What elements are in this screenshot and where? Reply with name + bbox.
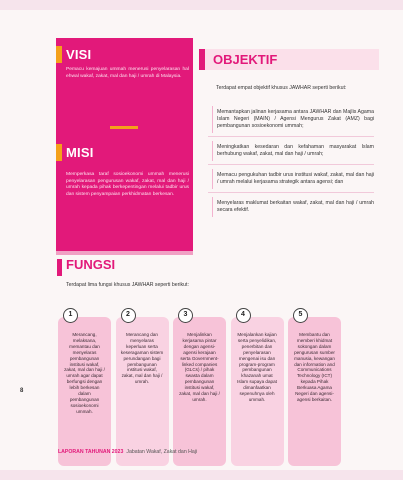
fungsi-card-text: Menjalinkan kerjasama pintar dengan agensi-agensi kerajaan serta Government-linked companies (GLCs) / pihak swasta dalam pembangunan institusi wakaf, zakat, mal dan haji / umrah.: [179, 332, 220, 402]
fungsi-card: [288, 308, 341, 466]
fungsi-card-number: 1: [63, 308, 78, 323]
objektif-item: Memantapkan jalinan kerjasama antara JAWHAR dan Majlis Agama Islam Negeri (MAIN) / Agensi Mengurus Zakat (AMZ) bagi pembangunan sosioekonomi ummah;: [212, 106, 374, 133]
objektif-item: Memacu pengukuhan tadbir urus institusi wakaf, zakat, mal dan haji / umrah melalui kerjasama strategik antara agensi; dan: [212, 169, 374, 189]
fungsi-title: FUNGSI: [66, 257, 116, 272]
visi-misi-panel: [56, 38, 193, 251]
objektif-item: Meningkatkan kesedaran dan kefahaman masyarakat Islam berhubung wakaf, zakat, mal dan haji / umrah;: [212, 141, 374, 161]
objektif-heading: [199, 49, 379, 70]
fungsi-intro: Terdapat lima fungsi khusus JAWHAR seperti berikut:: [66, 282, 189, 288]
visi-title: VISI: [66, 47, 92, 62]
objektif-item: Menyelaras maklumat berkaitan wakaf, zakat, mal dan haji / umrah secara efektif.: [212, 197, 374, 217]
objektif-list: [212, 106, 374, 217]
page-footer: [58, 449, 197, 455]
objektif-intro: Terdapat empat objektif khusus JAWHAR seperti berikut:: [216, 85, 347, 91]
fungsi-card-text: Membantu dan memberi khidmat sokongan dalam pengurusan sumber manusia, kewangan dan information and Communications Technology (ICT) kepada Pihak Berkuasa Agama Negeri dan agensi-agensi berkaitan.: [294, 332, 335, 402]
fungsi-card-number: 3: [178, 308, 193, 323]
visi-heading-tab: [56, 46, 62, 63]
fungsi-card-text: Merancang dan menyelaras keperluan serta keseragaman sistem perundangan bagi pembangunan institusi wakaf, zakat, mal dan haji / umrah.: [120, 332, 164, 385]
fungsi-card: [58, 308, 111, 466]
objektif-separator: [208, 136, 374, 137]
objektif-separator: [208, 192, 374, 193]
visi-text: Pemacu kemajuan ummah menerusi penyelarasan hal ehwal wakaf, zakat, mal dan haji / umrah di Malaysia.: [66, 67, 189, 79]
objektif-separator: [208, 164, 374, 165]
fungsi-card: [116, 308, 169, 466]
fungsi-card-number: 2: [121, 308, 136, 323]
fungsi-card-number: 5: [293, 308, 308, 323]
misi-heading-tab: [56, 144, 62, 161]
visi-divider: [110, 126, 138, 129]
misi-text: Memperkasa taraf sosioekonomi ummah menerusi penyelarasan pengurusan wakaf, zakat, mal dan haji / umrah kepada pihak berkepentingan melalui tadbir urus dan sistem penyampaian perkhidmatan berkesan.: [66, 172, 189, 197]
fungsi-cards: [58, 308, 341, 466]
objektif-title: OBJEKTIF: [213, 52, 278, 67]
page-number: 8: [20, 388, 24, 394]
fungsi-card-text: Merancang, melaksana, memantau dan menyelaras pembangunan institusi wakaf, zakat, mal dan haji / umrah agar dapat berfungsi dengan lebih berkesan dalam pembangunan sosioekonomi ummah.: [64, 332, 105, 414]
fungsi-card: [173, 308, 226, 466]
misi-title: MISI: [66, 145, 94, 160]
objektif-heading-bar: [199, 49, 205, 70]
footer-department: Jabatan Wakaf, Zakat dan Haji: [126, 449, 198, 455]
panel-accent-bar: [56, 251, 193, 255]
fungsi-card-number: 4: [236, 308, 251, 323]
footer-report-title: LAPORAN TAHUNAN 2023: [58, 449, 124, 455]
fungsi-card: [231, 308, 284, 466]
fungsi-card-text: Menjalankan kajian serta penyelidikan, penerbitan dan penyelarasan mengenai isu dan program-program pembangunan khazanah umat Islam supaya dapat dimanfaatkan sepenuhnya oleh ummah.: [237, 332, 277, 402]
fungsi-heading-bar: [57, 259, 62, 276]
